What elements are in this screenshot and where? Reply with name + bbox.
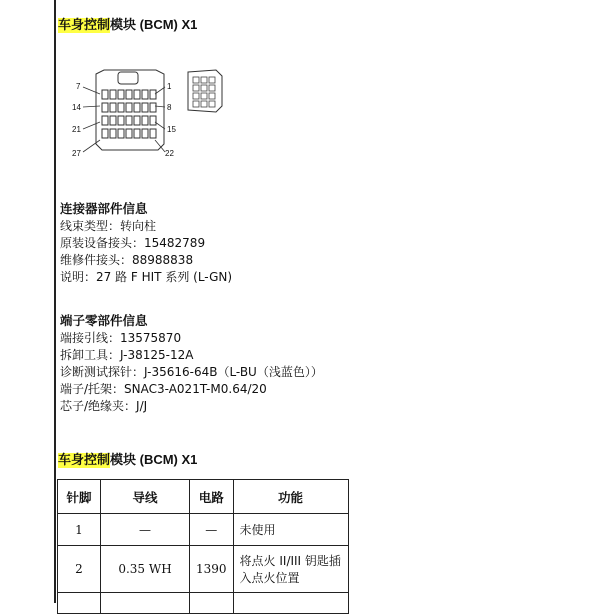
col-header-circuit: 电路 bbox=[190, 480, 234, 514]
pin-cavity bbox=[142, 90, 148, 99]
table-row bbox=[58, 546, 349, 593]
col-header-pin: 针脚 bbox=[58, 480, 101, 514]
pin-cavity bbox=[110, 103, 116, 112]
side-cavity bbox=[209, 93, 215, 99]
terminal-info-tray: 端子/托架：SNAC3-A021T-M0.64/20 bbox=[60, 382, 267, 396]
pin-cavity bbox=[118, 129, 124, 138]
module-heading-table-highlight: 车身控制 bbox=[58, 453, 111, 468]
pin-cavity bbox=[150, 116, 156, 125]
pin-cavity bbox=[150, 129, 156, 138]
cell-pin: 1 bbox=[58, 514, 101, 546]
module-heading-highlight: 车身控制 bbox=[58, 18, 111, 33]
module-heading-rest: 模块 (BCM) X1 bbox=[110, 17, 198, 32]
cell-wire: 0.35 WH bbox=[101, 546, 190, 593]
table-row-partial bbox=[58, 593, 349, 614]
pin-table bbox=[57, 479, 349, 614]
cell-circuit: — bbox=[190, 514, 234, 546]
pin-label-8: 8 bbox=[167, 103, 172, 112]
pin-cavity bbox=[102, 116, 108, 125]
pin-label-27: 27 bbox=[72, 149, 81, 158]
pin-cavity bbox=[134, 116, 140, 125]
side-cavity bbox=[193, 85, 199, 91]
terminal-info-probe: 诊断测试探针：J-35616-64B（L-BU（浅蓝色）） bbox=[60, 365, 323, 379]
terminal-info-core: 芯子/绝缘夹：J/J bbox=[60, 399, 148, 413]
pin-cavity bbox=[126, 103, 132, 112]
connector-info-oem: 原装设备接头：15482789 bbox=[60, 236, 206, 250]
module-heading-table-rest: 模块 (BCM) X1 bbox=[110, 452, 198, 467]
side-cavity bbox=[201, 93, 207, 99]
side-cavity bbox=[209, 101, 215, 107]
pin-cavity bbox=[126, 90, 132, 99]
pin-label-21: 21 bbox=[72, 125, 81, 134]
cell-wire: — bbox=[101, 514, 190, 546]
table-row bbox=[58, 514, 349, 546]
connector-info-title: 连接器部件信息 bbox=[60, 201, 148, 216]
module-heading bbox=[58, 14, 197, 33]
side-cavity bbox=[201, 77, 207, 83]
pin-label-1: 1 bbox=[167, 82, 172, 91]
connector-diagram bbox=[66, 60, 236, 165]
pin-cavity bbox=[110, 116, 116, 125]
pin-cavity bbox=[126, 116, 132, 125]
terminal-info-title: 端子零部件信息 bbox=[60, 313, 148, 328]
pin-cavity bbox=[110, 90, 116, 99]
pin-cavity bbox=[150, 90, 156, 99]
pin-cavity bbox=[134, 129, 140, 138]
left-margin-rule bbox=[54, 0, 56, 603]
table-header-row bbox=[58, 480, 349, 514]
side-cavity bbox=[201, 85, 207, 91]
pin-cavity bbox=[102, 129, 108, 138]
connector-info-list bbox=[60, 218, 232, 286]
side-cavity bbox=[209, 85, 215, 91]
pin-label-15: 15 bbox=[167, 125, 176, 134]
pin-cavity bbox=[126, 129, 132, 138]
connector-info-desc: 说明：27 路 F HIT 系列 (L-GN) bbox=[60, 270, 233, 284]
side-cavity bbox=[193, 77, 199, 83]
pin-label-22: 22 bbox=[165, 149, 174, 158]
module-heading-table bbox=[58, 449, 197, 468]
pin-cavity bbox=[134, 90, 140, 99]
cell-circuit: 1390 bbox=[190, 546, 234, 593]
pin-cavity bbox=[134, 103, 140, 112]
pin-cavity bbox=[118, 103, 124, 112]
pin-cavity bbox=[118, 90, 124, 99]
pin-cavity bbox=[110, 129, 116, 138]
col-header-wire: 导线 bbox=[101, 480, 190, 514]
terminal-info-list bbox=[60, 330, 335, 415]
side-cavity bbox=[201, 101, 207, 107]
pin-cavity bbox=[142, 116, 148, 125]
pin-label-7: 7 bbox=[76, 82, 81, 91]
terminal-info-tool: 拆卸工具：J-38125-12A bbox=[60, 348, 194, 362]
pin-cavity bbox=[142, 129, 148, 138]
pin-cavity bbox=[150, 103, 156, 112]
terminal-info-lead: 端接引线：13575870 bbox=[60, 331, 182, 345]
cell-pin: 2 bbox=[58, 546, 101, 593]
cell-function: 将点火 II/III 钥匙插入点火位置 bbox=[233, 546, 348, 593]
connector-info-harness: 线束类型：转向柱 bbox=[60, 219, 157, 233]
pin-cavity bbox=[118, 116, 124, 125]
col-header-function: 功能 bbox=[233, 480, 348, 514]
cell-function: 未使用 bbox=[233, 514, 348, 546]
pin-label-14: 14 bbox=[72, 103, 81, 112]
pin-cavity bbox=[102, 103, 108, 112]
pin-cavity bbox=[142, 103, 148, 112]
side-cavity bbox=[193, 93, 199, 99]
side-cavity bbox=[193, 101, 199, 107]
connector-info-service: 维修件接头：88988838 bbox=[60, 253, 194, 267]
side-cavity bbox=[209, 77, 215, 83]
pin-cavity bbox=[102, 90, 108, 99]
